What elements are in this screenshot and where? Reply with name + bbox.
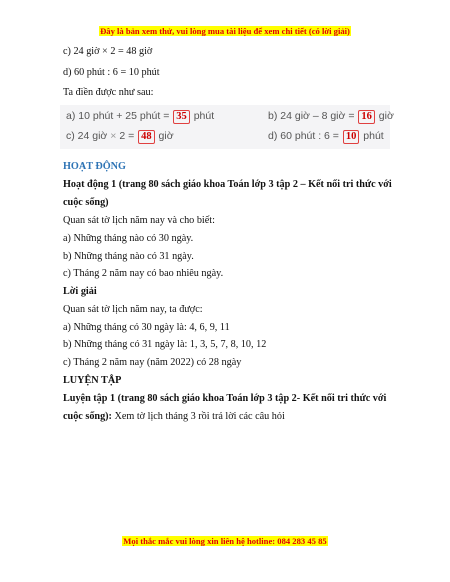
answer-d-suffix: phút <box>363 130 384 142</box>
answer-line-a: a) Những tháng có 30 ngày là: 4, 6, 9, 11 <box>63 322 230 333</box>
answer-a-prefix: a) 10 phút + 25 phút = <box>66 110 170 122</box>
section-heading-hoat-dong: HOẠT ĐỘNG <box>63 161 126 172</box>
answer-c-value: 48 <box>138 130 155 144</box>
hd1-title-line2: cuộc sống) <box>63 197 109 208</box>
answer-c-mid: 2 = <box>119 130 135 142</box>
lt1-title-line1: Luyện tập 1 (trang 80 sách giáo khoa Toán lớp 3 tập 2- Kết nối tri thức với <box>63 393 387 404</box>
times-sign: × <box>110 130 117 142</box>
answer-d-prefix: d) 60 phút : 6 = <box>268 130 339 142</box>
answer-a-suffix: phút <box>193 110 215 122</box>
line-c-calc: c) 24 giờ × 2 = 48 giờ <box>63 46 153 57</box>
preview-banner <box>0 26 450 36</box>
answer-a <box>66 110 214 124</box>
lt1-title-line2 <box>63 410 285 423</box>
answer-d <box>268 130 384 144</box>
answer-line-b: b) Những tháng có 31 ngày là: 1, 3, 5, 7, 8, 10, 12 <box>63 339 267 350</box>
question-c: c) Tháng 2 năm nay có bao nhiêu ngày. <box>63 268 224 279</box>
hotline-banner <box>0 536 450 546</box>
answer-image <box>60 105 394 149</box>
lt1-rest: Xem tờ lịch tháng 3 rồi trả lời các câu hỏi <box>111 411 285 422</box>
line-d-calc: d) 60 phút : 6 = 10 phút <box>63 67 160 78</box>
loi-giai-heading: Lời giải <box>63 286 97 297</box>
fill-intro: Ta điền được như sau: <box>63 87 154 98</box>
answer-a-value: 35 <box>173 110 190 124</box>
answer-d-value: 10 <box>343 130 360 144</box>
observe2-text: Quan sát tờ lịch năm nay, ta được: <box>63 304 203 315</box>
preview-banner-text: Đây là bản xem thử, vui lòng mua tài liệu để xem chi tiết (có lời giải) <box>100 26 350 36</box>
answer-c-suffix: giờ <box>158 130 174 142</box>
hd1-title-line1: Hoạt động 1 (trang 80 sách giáo khoa Toán lớp 3 tập 2 – Kết nối tri thức với <box>63 179 392 190</box>
answer-c <box>66 130 174 144</box>
answer-b-value: 16 <box>358 110 375 124</box>
answer-b-prefix: b) 24 giờ – 8 giờ = <box>268 110 355 122</box>
question-b: b) Những tháng nào có 31 ngày. <box>63 251 194 262</box>
answer-line-c: c) Tháng 2 năm nay (năm 2022) có 28 ngày <box>63 357 242 368</box>
answer-c-prefix: c) 24 giờ <box>66 130 108 142</box>
question-a: a) Những tháng nào có 30 ngày. <box>63 233 194 244</box>
lt1-bold: cuộc sống): <box>63 411 112 422</box>
observe-text: Quan sát tờ lịch năm nay và cho biết: <box>63 215 215 226</box>
answer-b <box>268 110 394 124</box>
hotline-banner-text: Mọi thắc mắc vui lòng xin liên hệ hotline: 084 283 45 85 <box>123 536 327 546</box>
answer-b-suffix: giờ <box>378 110 394 122</box>
luyen-tap-heading: LUYỆN TẬP <box>63 375 122 386</box>
